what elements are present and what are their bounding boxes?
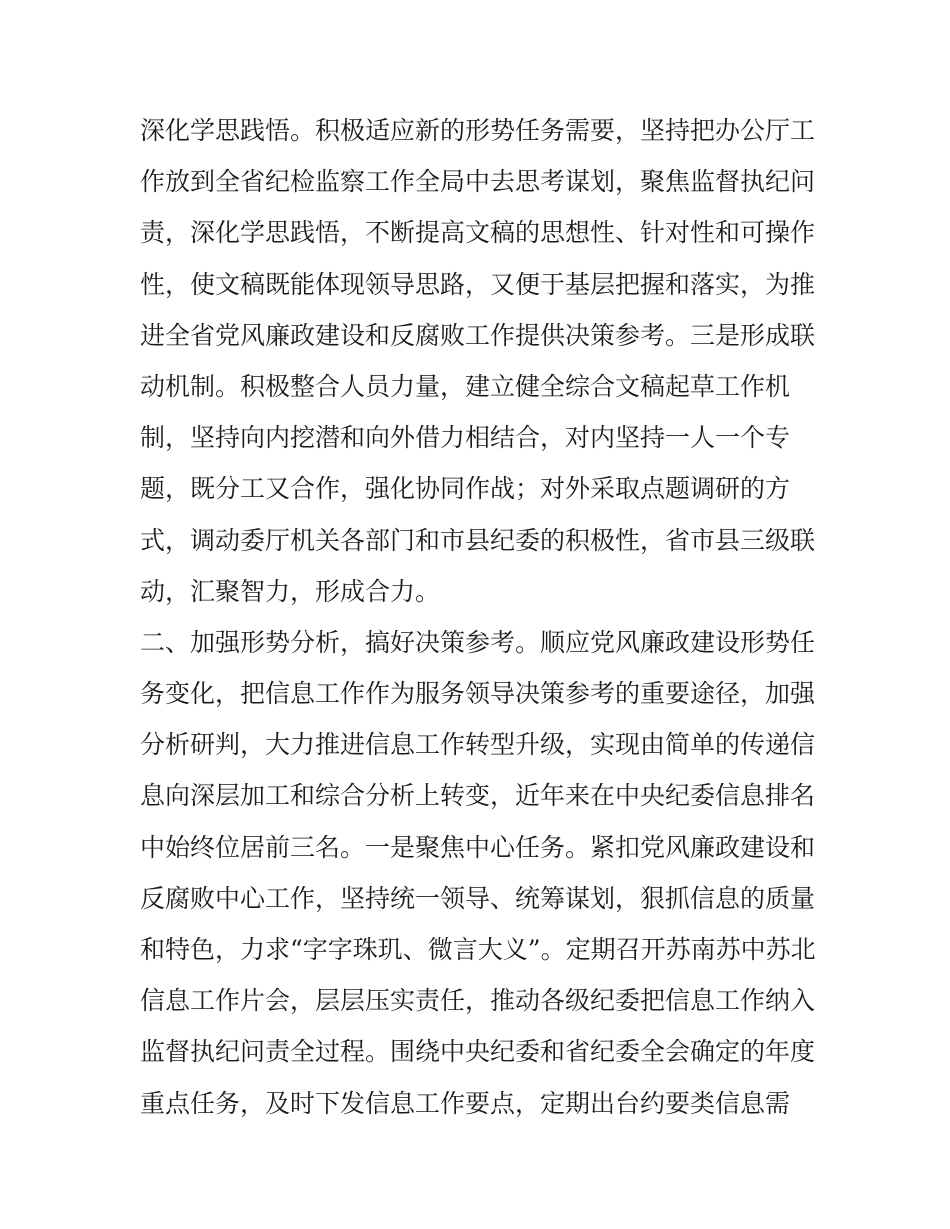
- text-line: 式，调动委厅机关各部门和市县纪委的积极性，省市县三级联: [140, 525, 816, 555]
- text-line: 深化学思践悟。积极适应新的形势任务需要，坚持把办公厅工: [140, 116, 816, 145]
- text-line: 信息工作片会，层层压实责任，推动各级纪委把信息工作纳入: [140, 986, 816, 1016]
- section-heading-line: 二、加强形势分析，搞好决策参考。顺应党风廉政建设形势任: [140, 627, 816, 657]
- text-line: 息向深层加工和综合分析上转变，近年来在中央纪委信息排名: [140, 781, 816, 811]
- text-line: 动，汇聚智力，形成合力。: [140, 576, 441, 606]
- text-line: 进全省党风廉政建设和反腐败工作提供决策参考。三是形成联: [140, 320, 816, 350]
- text-line: 作放到全省纪检监察工作全局中去思考谋划，聚焦监督执纪问: [140, 167, 816, 197]
- text-line: 性，使文稿既能体现领导思路，又便于基层把握和落实，为推: [140, 269, 816, 299]
- text-line: 反腐败中心工作，坚持统一领导、统筹谋划，狠抓信息的质量: [140, 883, 816, 913]
- text-line: 中始终位居前三名。一是聚焦中心任务。紧扣党风廉政建设和: [140, 832, 816, 862]
- document-body: [140, 105, 820, 1129]
- text-line: 分析研判，大力推进信息工作转型升级，实现由简单的传递信: [140, 730, 816, 760]
- text-line: 务变化，把信息工作作为服务领导决策参考的重要途径，加强: [140, 679, 816, 709]
- text-line: 责，深化学思践悟，不断提高文稿的思想性、针对性和可操作: [140, 218, 816, 248]
- text-line: 题，既分工又合作，强化协同作战；对外采取点题调研的方: [140, 474, 791, 504]
- text-line: 制，坚持向内挖潜和向外借力相结合，对内坚持一人一个专: [140, 423, 791, 453]
- text-line: 重点任务，及时下发信息工作要点，定期出台约要类信息需: [140, 1088, 791, 1118]
- text-line: 和特色，力求“字字珠玑、微言大义”。定期召开苏南苏中苏北: [140, 935, 816, 964]
- text-line: 监督执纪问责全过程。围绕中央纪委和省纪委全会确定的年度: [140, 1037, 816, 1067]
- text-line: 动机制。积极整合人员力量，建立健全综合文稿起草工作机: [140, 371, 791, 401]
